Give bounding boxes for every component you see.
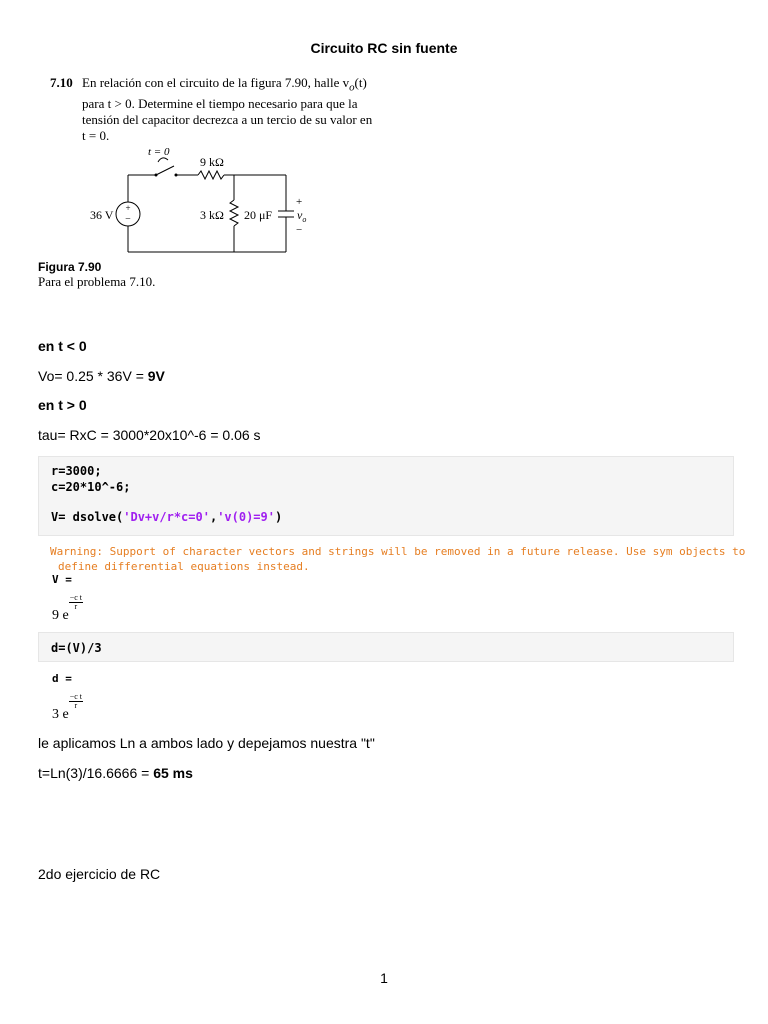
problem-line-1-tail: (t) xyxy=(354,75,367,90)
capacitor-label: 20 μF xyxy=(244,208,273,222)
r-shunt-label: 3 kΩ xyxy=(200,208,224,222)
warning-line-1: Warning: Support of character vectors and strings will be removed in a future release. Use sym objects to xyxy=(50,545,746,558)
t-before-heading: en t < 0 xyxy=(38,338,87,354)
problem-line-1: En relación con el circuito de la figura 7.90, halle v xyxy=(82,75,350,90)
code-line-1: r=3000; xyxy=(51,464,102,478)
r-series-label: 9 kΩ xyxy=(200,155,224,169)
resistor-3k xyxy=(230,200,238,226)
warning-message xyxy=(50,544,745,574)
code-line-2: c=20*10^-6; xyxy=(51,480,131,494)
code2-line: d=(V)/3 xyxy=(51,641,102,655)
t-expr: t=Ln(3)/16.6666 = xyxy=(38,765,154,781)
problem-number: 7.10 xyxy=(50,75,73,90)
figure-caption-text: Para el problema 7.10. xyxy=(38,274,156,289)
d-exp-top: −c t xyxy=(69,692,83,701)
svg-text:+: + xyxy=(125,203,131,213)
vo-expr: Vo= 0.25 * 36V = xyxy=(38,368,148,384)
warning-line-2: define differential equations instead. xyxy=(58,560,310,573)
figure-label: Figura 7.90 xyxy=(38,260,102,274)
code-block-1[interactable] xyxy=(38,456,734,536)
circuit-diagram xyxy=(38,70,370,260)
d-output-value xyxy=(52,692,83,723)
switch-label: t = 0 xyxy=(148,146,170,158)
d-exp-bot: r xyxy=(74,701,78,710)
problem-figure xyxy=(38,70,373,292)
vo-equation xyxy=(38,368,165,384)
out-minus: − xyxy=(296,224,303,236)
problem-line-4: t = 0. xyxy=(82,127,110,143)
source-label: 36 V xyxy=(90,208,114,222)
switch-blade xyxy=(156,166,174,175)
out-plus: + xyxy=(296,196,303,208)
figure-caption xyxy=(38,260,155,290)
d-coef: 3 e xyxy=(52,707,69,722)
problem-line-2: para t > 0. Determine el tiempo necesario para que la xyxy=(82,95,358,111)
d-output-label: d = xyxy=(52,672,72,685)
problem-line-3: tensión del capacitor decrezca a un tercio de su valor en xyxy=(82,111,373,127)
code-block-2[interactable] xyxy=(38,632,734,662)
v-coef: 9 e xyxy=(52,608,69,623)
v-exp-top: −c t xyxy=(69,593,83,602)
ln-explanation: le aplicamos Ln a ambos lado y depejamos nuestra "t" xyxy=(38,735,375,751)
out-label: $v_o$ xyxy=(297,208,307,224)
problem-line-1-sub: o xyxy=(349,81,355,94)
vo-result: 9V xyxy=(147,368,165,384)
page-title: Circuito RC sin fuente xyxy=(310,40,458,56)
tau-equation: tau= RxC = 3000*20x10^-6 = 0.06 s xyxy=(38,427,261,443)
v-output-label: V = xyxy=(52,573,72,586)
t-equation xyxy=(38,765,193,781)
v-exp-bot: r xyxy=(74,602,78,611)
page-number: 1 xyxy=(380,970,388,986)
second-exercise-heading: 2do ejercicio de RC xyxy=(38,866,161,882)
code-line-3: V= dsolve('Dv+v/r*c=0','v(0)=9') xyxy=(51,510,283,524)
t-after-heading: en t > 0 xyxy=(38,397,87,413)
v-output-value xyxy=(52,593,83,624)
svg-text:−: − xyxy=(125,214,131,225)
resistor-9k xyxy=(198,171,224,179)
t-result: 65 ms xyxy=(153,765,193,781)
